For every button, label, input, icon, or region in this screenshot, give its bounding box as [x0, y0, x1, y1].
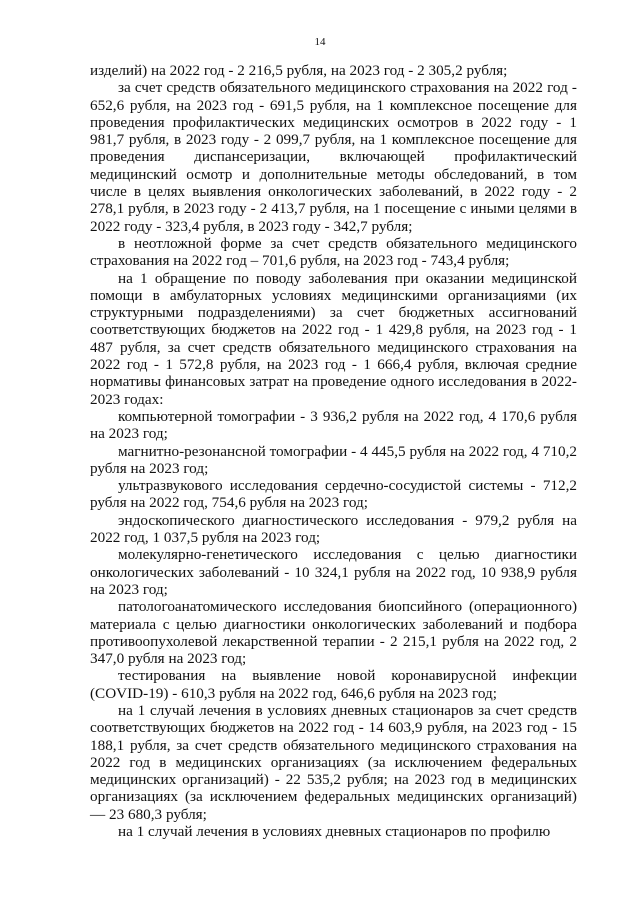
- paragraph: компьютерной томографии - 3 936,2 рубля на 2022 год, 4 170,6 рубля на 2023 год;: [90, 407, 577, 443]
- paragraph: в неотложной форме за счет средств обязательного медицинского страхования на 2022 год – 701,6 рубля, на 2023 год - 743,4 рубля;: [90, 234, 577, 270]
- paragraph: на 1 случай лечения в условиях дневных стационаров за счет средств соответствующих бюджетов на 2022 год - 14 603,9 рубля, на 2023 год - 15 188,1 рубля, за счет средств обязательного медицинского страхования на 2022 год в медицинских организациях (за исключением федеральных медицинских организаций) - 22 535,2 рубля; на 2023 год в медицинских организациях (за исключением федеральных медицинских организаций) — 23 680,3 рубля;: [90, 701, 577, 823]
- paragraph: ультразвукового исследования сердечно-сосудистой системы - 712,2 рубля на 2022 год, 754,6 рубля на 2023 год;: [90, 477, 577, 512]
- paragraph: на 1 случай лечения в условиях дневных стационаров по профилю: [118, 823, 551, 841]
- paragraph: за счет средств обязательного медицинского страхования на 2022 год - 652,6 рубля, на 2023 год - 691,5 рубля, на 1 комплексное посещение для проведения профилактических медицинских осмотров в 2022 году - 1 981,7 рубля, в 2023 году - 2 099,7 рубля, на 1 комплексное посещение для проведения диспансеризации, включающей профилактический медицинский осмотр и дополнительные методы обследований, в том числе в целях выявления онкологических заболеваний, в 2022 году - 2 278,1 рубля, в 2023 году - 2 413,7 рубля, на 1 посещение с иными целями в 2022 году - 323,4 рубля, в 2023 году - 342,7 рубля;: [90, 79, 577, 235]
- paragraph: патологоанатомического исследования биопсийного (операционного) материала с целью диагностики онкологических заболеваний и подбора противоопухолевой лекарственной терапии - 2 215,1 рубля на 2022 год, 2 347,0 рубля на 2023 год;: [90, 598, 577, 668]
- paragraph: эндоскопического диагностического исследования - 979,2 рубля на 2022 год, 1 037,5 рубля на 2023 год;: [90, 511, 577, 547]
- paragraph: молекулярно-генетического исследования с целью диагностики онкологических заболеваний - 10 324,1 рубля на 2022 год, 10 938,9 рубля на 2023 год;: [90, 546, 577, 598]
- page-number: 14: [314, 36, 326, 48]
- paragraph: на 1 обращение по поводу заболевания при оказании медицинской помощи в амбулаторных условиях медицинскими организациями (их структурными подразделениями) за счет бюджетных ассигнований соответствующих бюджетов на 2022 год - 1 429,8 рубля, на 2023 год - 1 487 рубля, за счет средств обязательного медицинского страхования на 2022 год - 1 572,8 рубля, на 2023 год - 1 666,4 рубля, включая средние нормативы финансовых затрат на проведение одного исследования в 2022-2023 годах:: [90, 269, 577, 408]
- paragraph: тестирования на выявление новой коронавирусной инфекции (COVID-19) - 610,3 рубля на 2022 год, 646,6 рубля на 2023 год;: [90, 667, 577, 702]
- paragraph: изделий) на 2022 год - 2 216,5 рубля, на 2023 год - 2 305,2 рубля;: [90, 62, 508, 79]
- document-body: [90, 62, 577, 840]
- paragraph: магнитно-резонансной томографии - 4 445,5 рубля на 2022 год, 4 710,2 рубля на 2023 год;: [90, 442, 577, 477]
